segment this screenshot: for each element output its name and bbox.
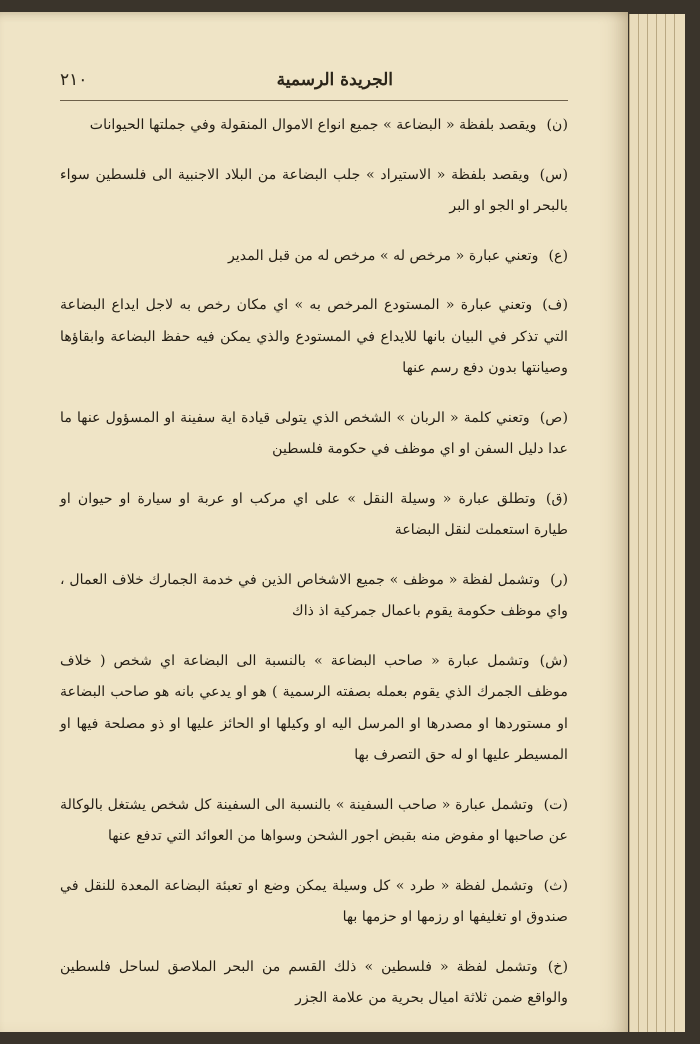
paragraph: [60, 871, 568, 934]
paragraph-text: وتشمل عبارة « صاحب السفينة » بالنسبة الى السفينة كل شخص يشتغل بالوكالة عن صاحبها او مفوض منه بقبض اجور الشحن وسواها من العوائد التي تدفع عنها: [60, 796, 568, 844]
paragraph: [60, 484, 568, 547]
paragraph: [60, 565, 568, 628]
paragraph-label: (ر): [550, 571, 568, 588]
page-edge: [638, 14, 647, 1032]
paragraph-text: وتعني عبارة « مرخص له » مرخص له من قبل المدير: [227, 247, 539, 264]
document-page: [0, 12, 628, 1032]
page-edge: [656, 14, 665, 1032]
paragraph-text: وتشمل لفظة « موظف » جميع الاشخاص الذين في خدمة الجمارك خلاف العمال ، واي موظف حكومة يقوم باعمال جمركية اذ ذاك: [60, 571, 568, 619]
paragraph: [60, 160, 568, 223]
paragraph-label: (ق): [545, 490, 568, 507]
paragraph-label: (ث): [543, 877, 568, 894]
paragraph-text: وتعني عبارة « المستودع المرخص به » اي مكان رخص به لاجل ايداع البضاعة التي تذكر في البيان بانها للايداع في المستودع والذي يمكن فيه حفظ البضاعة وابقاؤها وصيانتها بدون دفع رسم عنها: [60, 297, 568, 376]
page-edge: [674, 14, 685, 1032]
page-edge: [665, 14, 674, 1032]
page-header: [60, 70, 568, 102]
paragraph-text: وتشمل لفظة « طرد » كل وسيلة يمكن وضع او تعبئة البضاعة المعدة للنقل في صندوق او تغليفها او رزمها او حزمها بها: [60, 877, 568, 925]
paragraph-text: وتشمل لفظة « فلسطين » ذلك القسم من البحر الملاصق لساحل فلسطين والواقع ضمن ثلاثة اميال بحرية من علامة الجزر: [60, 958, 568, 1006]
paragraph-text: ويقصد بلفظة « الاستيراد » جلب البضاعة من البلاد الاجنبية الى فلسطين سواء بالبحر او الجو او البر: [60, 166, 568, 214]
page-edge: [629, 14, 638, 1032]
paragraph: [60, 790, 568, 853]
document-body: [60, 110, 568, 1033]
paragraph: [60, 952, 568, 1015]
paragraph-label: (ع): [548, 247, 568, 264]
paragraph-text: وتشمل عبارة « صاحب البضاعة » بالنسبة الى البضاعة اي شخص ( خلاف موظف الجمرك الذي يقوم بعمله بصفته الرسمية ) هو او يدعي بانه هو صاحب البضاعة او مستوردها او مصدرها او المرسل اليه او وكيلها او الحائز عليها او ذو مصلحة فيها او المسيطر عليها او له حق التصرف بها: [60, 652, 568, 763]
running-title: الجريدة الرسمية: [276, 70, 393, 90]
paragraph-label: (ش): [539, 652, 568, 669]
paragraph-text: وتطلق عبارة « وسيلة النقل » على اي مركب او عربة او سيارة او حيوان او طيارة استعملت لنقل البضاعة: [60, 490, 568, 538]
paragraph: [60, 290, 568, 385]
paragraph: [60, 241, 568, 273]
page-number: ٢١٠: [60, 70, 88, 90]
paragraph-label: (س): [539, 166, 568, 183]
paragraph-label: (ن): [546, 117, 568, 133]
page-edge: [647, 14, 656, 1032]
paragraph: [60, 110, 568, 142]
paragraph: [60, 403, 568, 466]
paragraph: [60, 646, 568, 772]
header-rule: [60, 100, 568, 101]
paragraph-label: (ف): [542, 297, 568, 313]
paragraph-text: وتعني كلمة « الربان » الشخص الذي يتولى قيادة اية سفينة او المسؤول عنها ما عدا دليل السفن او اي موظف في حكومة فلسطين: [60, 409, 568, 457]
paragraph-text: ويقصد بلفظة « البضاعة » جميع انواع الاموال المنقولة وفي جملتها الحيوانات: [89, 117, 537, 133]
paragraph-label: (ت): [543, 796, 568, 813]
paragraph-label: (خ): [547, 958, 568, 975]
paragraph-label: (ص): [539, 409, 568, 426]
